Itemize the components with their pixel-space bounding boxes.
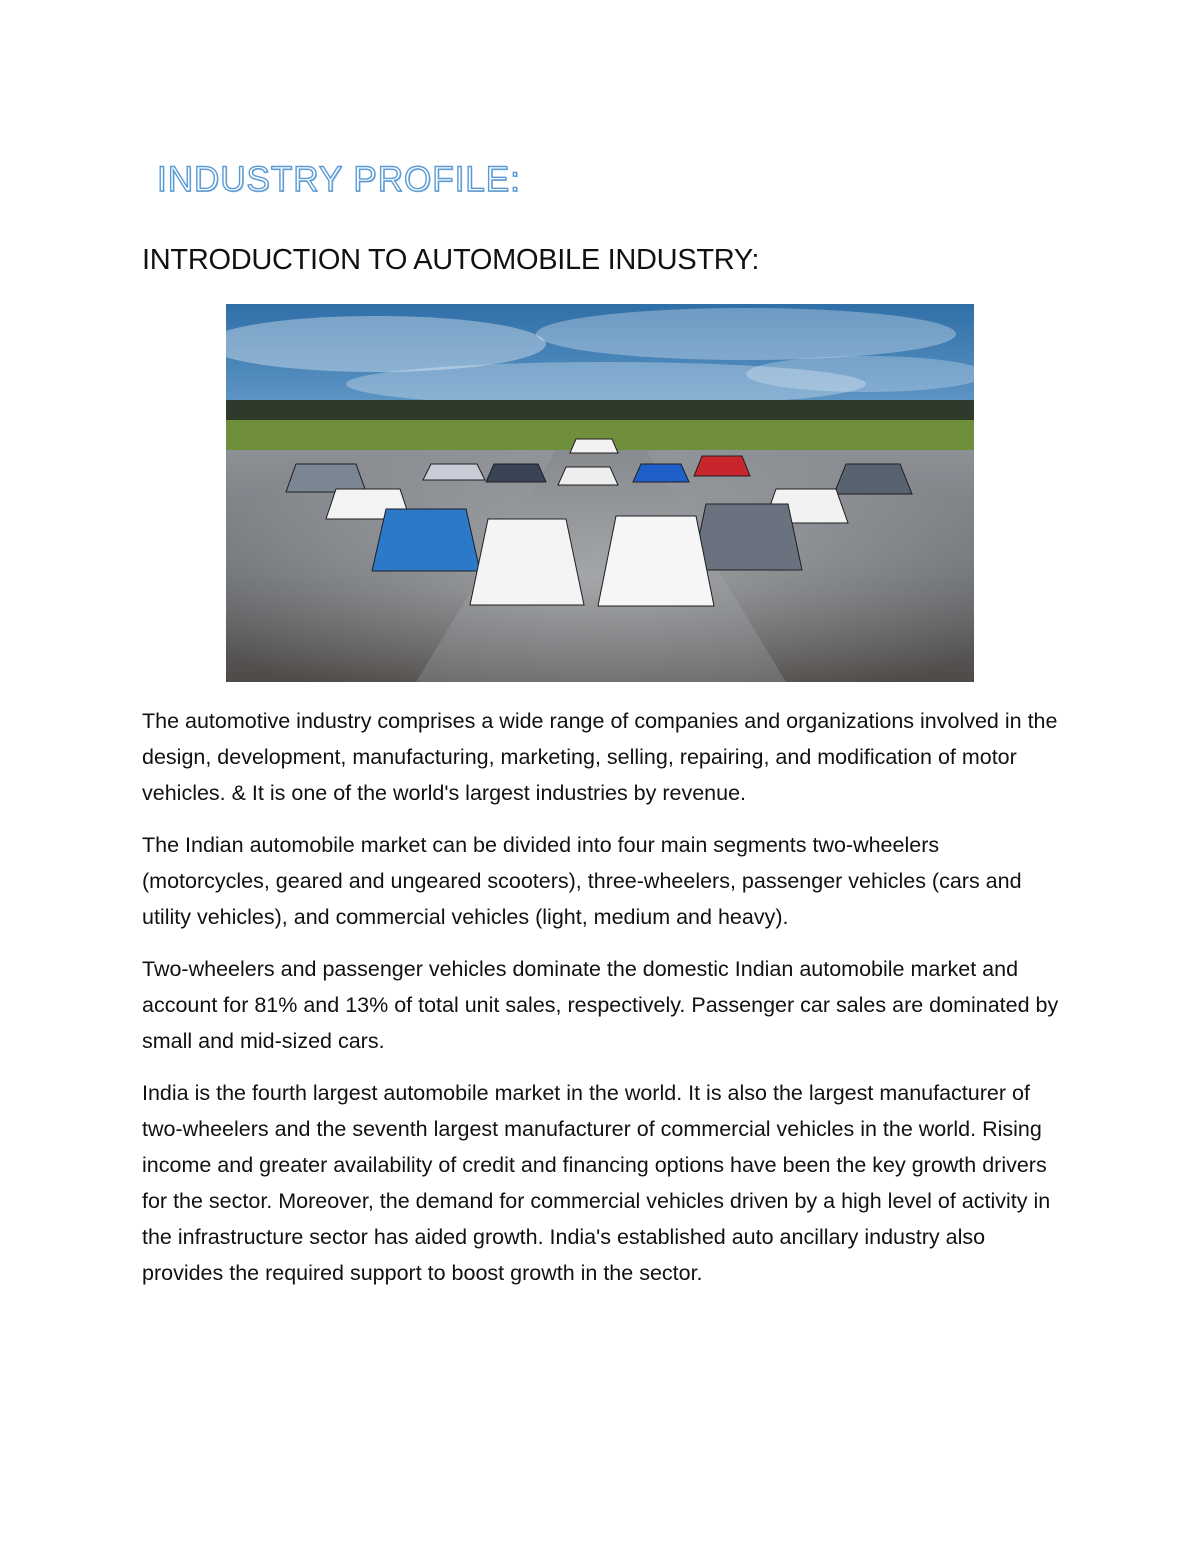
body-text	[142, 703, 1072, 1307]
paragraph: Two-wheelers and passenger vehicles dominate the domestic Indian automobile market and account for 81% and 13% of total unit sales, respectively. Passenger car sales are dominated by small and mid-sized cars.	[142, 957, 1059, 1053]
section-title: INDUSTRY PROFILE:	[157, 160, 521, 199]
paragraph: India is the fourth largest automobile market in the world. It is also the largest manufacturer of two-wheelers and the seventh largest manufacturer of commercial vehicles in the world. Rising income and greater availability of credit and financing options have been the key growth drivers for the sector. Moreover, the demand for commercial vehicles driven by a high level of activity in the infrastructure sector has aided growth. India's established auto ancillary industry also provides the required support to boost growth in the sector.	[142, 1081, 1051, 1285]
cars-photo	[226, 304, 974, 682]
paragraph: The automotive industry comprises a wide range of companies and organizations involved in the design, development, manufacturing, marketing, selling, repairing, and modification of motor vehicles. & It is one of the world's largest industries by revenue.	[142, 709, 1058, 805]
page-heading: INTRODUCTION TO AUTOMOBILE INDUSTRY:	[142, 244, 760, 276]
paragraph: The Indian automobile market can be divided into four main segments two-wheelers (motorcycles, geared and ungeared scooters), three-wheelers, passenger vehicles (cars and utility vehicles), and commercial vehicles (light, medium and heavy).	[142, 833, 1022, 929]
